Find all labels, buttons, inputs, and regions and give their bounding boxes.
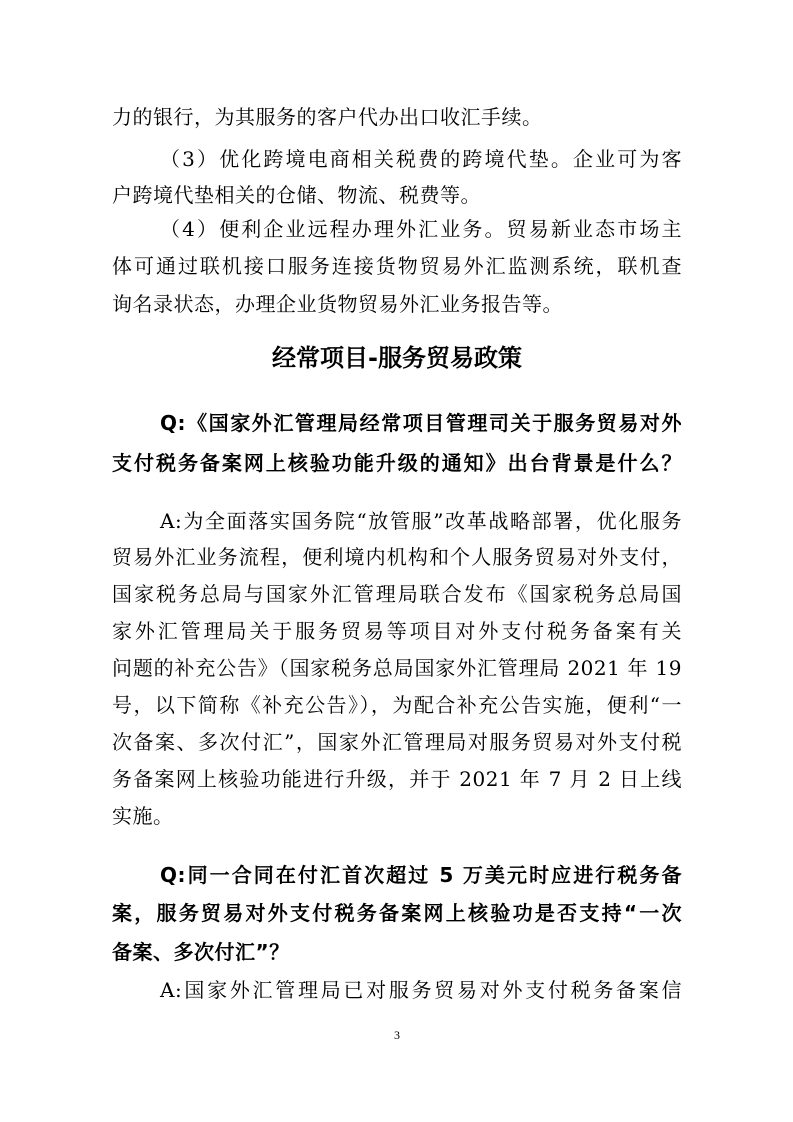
answer-line: 贸易外汇业务流程，便利境内机构和个人服务贸易对外支付， [112, 545, 682, 569]
answer-line: 实施。 [112, 804, 174, 828]
paragraph-line: （4）便利企业远程办理外汇业务。贸易新业态市场主 [160, 217, 682, 241]
document-page [112, 0, 682, 1122]
page-number: 3 [394, 1028, 400, 1042]
answer-line: 国家税务总局与国家外汇管理局联合发布《国家税务总局国 [112, 582, 682, 606]
paragraph-line: 户跨境代垫相关的仓储、物流、税费等。 [112, 183, 481, 207]
question-line: 案，服务贸易对外支付税务备案网上核验功是否支持“一次 [112, 901, 682, 925]
question-line: Q:同一合同在付汇首次超过 5 万美元时应进行税务备 [160, 863, 682, 887]
paragraph-line: 体可通过联机接口服务连接货物贸易外汇监测系统，联机查 [112, 254, 682, 278]
answer-line: A:国家外汇管理局已对服务贸易对外支付税务备案信 [160, 978, 682, 1002]
paragraph-line: 询名录状态，办理企业货物贸易外汇业务报告等。 [112, 292, 563, 316]
question-line: Q:《国家外汇管理局经常项目管理司关于服务贸易对外 [160, 411, 682, 435]
paragraph-line: 力的银行，为其服务的客户代办出口收汇手续。 [112, 105, 543, 129]
answer-line: A:为全面落实国务院“放管服”改革战略部署，优化服务 [160, 509, 682, 533]
answer-line: 次备案、多次付汇”，国家外汇管理局对服务贸易对外支付税 [112, 730, 682, 754]
answer-line: 问题的补充公告》（国家税务总局国家外汇管理局 2021 年 19 [112, 656, 682, 680]
section-heading: 经常项目-服务贸易政策 [272, 344, 522, 372]
paragraph-line: （3）优化跨境电商相关税费的跨境代垫。企业可为客 [160, 147, 682, 171]
answer-line: 号，以下简称《补充公告》），为配合补充公告实施，便利“一 [112, 693, 682, 717]
question-line: 支付税务备案网上核验功能升级的通知》出台背景是什么？ [112, 451, 682, 475]
question-line: 备案、多次付汇”？ [112, 940, 290, 964]
answer-line: 家外汇管理局关于服务贸易等项目对外支付税务备案有关 [112, 619, 682, 643]
answer-line: 务备案网上核验功能进行升级，并于 2021 年 7 月 2 日上线 [112, 767, 682, 791]
